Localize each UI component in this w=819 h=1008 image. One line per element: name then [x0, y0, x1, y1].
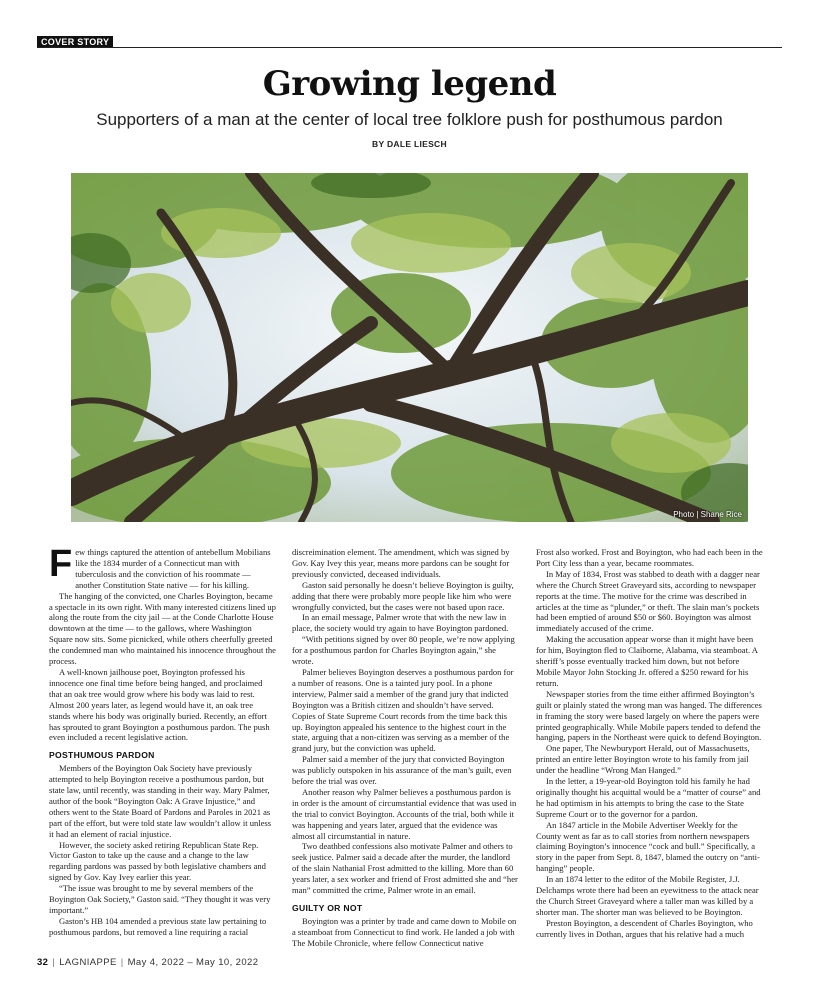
section-heading: GUILTY OR NOT: [292, 903, 363, 913]
paragraph: discreimination element. The amendment, which was signed by Gov. Kay Ivey this year, means more pardons can be sought for previously convicted, deceased individuals.: [292, 547, 510, 579]
paragraph: Boyington was a printer by trade and came down to Mobile on a steamboat from Connecticut to find work. He landed a job with The Mobile Chronicle, where fellow Connecticut native: [292, 915, 517, 948]
paragraph: Palmer believes Boyington deserves a posthumous pardon for a number of reasons. One is a tainted jury pool. In a phone interview, Palmer said a member of the grand jury that indicted Boyington was a British citizen and shouldn’t have served. Copies of State Supreme Court records from the time back this up. Boyington appealed his sentence to the highest court in the state, arguing that a non-citizen was serving as a member of the grand jury, but the conviction was upheld.: [292, 666, 514, 754]
paragraph: “The issue was brought to me by several members of the Boyington Oak Society,” Gaston said. “They thought it was very important.”: [49, 883, 271, 915]
subheadline: Supporters of a man at the center of local tree folklore push for posthumous pardon: [96, 110, 723, 129]
section-heading: POSTHUMOUS PARDON: [49, 750, 155, 761]
paragraph: Palmer said a member of the jury that convicted Boyington was publicly outspoken in his assurance of the man’s guilt, even before the trial was over.: [292, 754, 512, 787]
footer-divider: |: [52, 957, 56, 968]
drop-cap: F: [49, 543, 73, 585]
section-label: COVER STORY: [37, 36, 113, 48]
paragraph: Another reason why Palmer believes a posthumous pardon is in order is the amount of circumstantial evidence that was used in the trial to convict Boyington. Accounts of the trial, both while it was happening and years later, argued that the evidence was almost all circumstantial in nature.: [292, 786, 517, 841]
paragraph: Gaston said personally he doesn’t believe Boyington is guilty, adding that there were probably more people like him who were wrongfully convicted, but the cases were not based upon race.: [292, 579, 514, 612]
paragraph: One paper, The Newburyport Herald, out of Massachusetts, printed an entire letter Boyington wrote to his family from jail under the headline “Wrong Man Hanged.”: [536, 743, 750, 776]
page-number: 32: [37, 957, 49, 968]
paragraph: The hanging of the convicted, one Charles Boyington, became a spectacle in its own right. With many interested citizens lined up along the route from the city jail — at the Conde Charlotte House downtown at the time — to the gallows, where Washington Square now sits. Some picnicked, while others cheerfully greeted the condemned man who maintained his innocence throughout the process.: [49, 590, 276, 667]
paragraph: In the letter, a 19-year-old Boyington told his family he had originally thought his acquittal would be a “matter of course” and he had optimism in his attempts to bring the case to the State Supreme Court or to the governor for a pardon.: [536, 776, 761, 819]
paragraph: Gaston’s HB 104 amended a previous state law pertaining to posthumous pardons, but removed a line requiring a racial: [49, 915, 267, 937]
paragraph: Newspaper stories from the time either affirmed Boyington’s guilt or plainly stated the wrong man was hanged. The differences in framing the story were based largely on where the papers were printed geographically. While Mobile papers tended to defend the hanging, papers in the Northeast were quick to defend Boyington.: [536, 688, 762, 743]
article-body: [49, 543, 770, 948]
paragraph: Preston Boyington, a descendent of Charles Boyington, who currently lives in Dothan, argues that his relative had a much: [536, 917, 753, 939]
paragraph: However, the society asked retiring Republican State Rep. Victor Gaston to take up the cause and a change to the law regarding pardons was passed by both legislative chambers and signed by Gov. Kay Ivey earlier this year.: [49, 839, 266, 883]
paragraph: An 1847 article in the Mobile Advertiser Weekly for the County went as far as to call stories from northern newspapers claiming Boyington’s innocence “cock and bull.” Specifically, a story in the paper from Sept. 8, 1847, blamed the outcry on “anti-hanging” people.: [536, 819, 760, 874]
tree-canopy-photo: [71, 173, 748, 522]
article-column-1: [49, 543, 276, 938]
publication-name: LAGNIAPPE: [59, 957, 117, 968]
paragraph: ew things captured the attention of antebellum Mobilians like the 1834 murder of a Connecticut man with tuberculosis and the conviction of his roommate — another Constitution State native — for his killing.: [75, 547, 271, 590]
paragraph: A well-known jailhouse poet, Boyington professed his innocence one final time before being hanged, and proclaimed that an oak tree would grow where his body was laid to rest. Almost 200 years later, as legend would have it, an oak tree stands where his body was originally buried. Recently, an effort has sprouted to grant Boyington a posthumous pardon. The push even included a recent legislative action.: [49, 666, 270, 743]
byline: BY DALE LIESCH: [372, 139, 447, 149]
paragraph: “With petitions signed by over 80 people, we’re now applying for a posthumous pardon for Charles Boyington again,” she wrote.: [292, 634, 515, 667]
headline: Growing legend: [262, 64, 557, 104]
paragraph: In May of 1834, Frost was stabbed to death with a dagger near where the Church Street Graveyard sits, according to newspaper reports at the time. The motive for the crime was described in articles at the time as “plunder,” or theft. The slain man’s pockets had been emptied of around $50 or $60. Boyington was almost immediately accused of the crime.: [536, 568, 760, 634]
tree-canopy-illustration: [71, 173, 748, 522]
page-footer: [37, 957, 258, 968]
issue-dates: May 4, 2022 – May 10, 2022: [127, 957, 259, 968]
paragraph: In an email message, Palmer wrote that with the new law in place, the society would try again to have Boyington pardoned.: [292, 612, 509, 634]
paragraph: Members of the Boyington Oak Society have previously attempted to help Boyington receive a posthumous pardon, but state law, until recently, was standing in their way. Mary Palmer, author of the book “Boyington Oak: A Grave Injustice,” and others went to the State Board of Pardons and Paroles in 2021 as part of the effort, but were told state law wouldn’t allow it unless it had an element of racial injustice.: [49, 763, 272, 839]
paragraph: Frost also worked. Frost and Boyington, who had each been in the Port City less than a year, became roommates.: [536, 547, 763, 568]
paragraph: Making the accusation appear worse than it might have been for him, Boyington fled to Claiborne, Alabama, via steamboat. A sheriff’s posse eventually tracked him down, but not before Mobile Mayor John Stocking Jr. offered a $250 reward for his return.: [536, 634, 758, 688]
top-rule: [37, 47, 782, 48]
photo-credit: Photo | Shane Rice: [673, 510, 742, 519]
article-column-2: [292, 547, 519, 949]
paragraph: Two deathbed confessions also motivate Palmer and others to seek justice. Palmer said a decade after the murder, the landlord of the slain Nathanial Frost admitted to the killing. More than 60 years later, a sex worker and friend of Frost admitted she and “her man” committed the crime, Palmer wrote in an email.: [292, 841, 518, 896]
article-column-3: [536, 547, 763, 940]
footer-divider: |: [120, 957, 124, 968]
paragraph: In an 1874 letter to the editor of the Mobile Register, J.J. Delchamps wrote there had been an eyewitness to the attack near the Church Street Graveyard where a taller man was killed by a shorter man. The shorter man was believed to be Boyington.: [536, 874, 759, 917]
